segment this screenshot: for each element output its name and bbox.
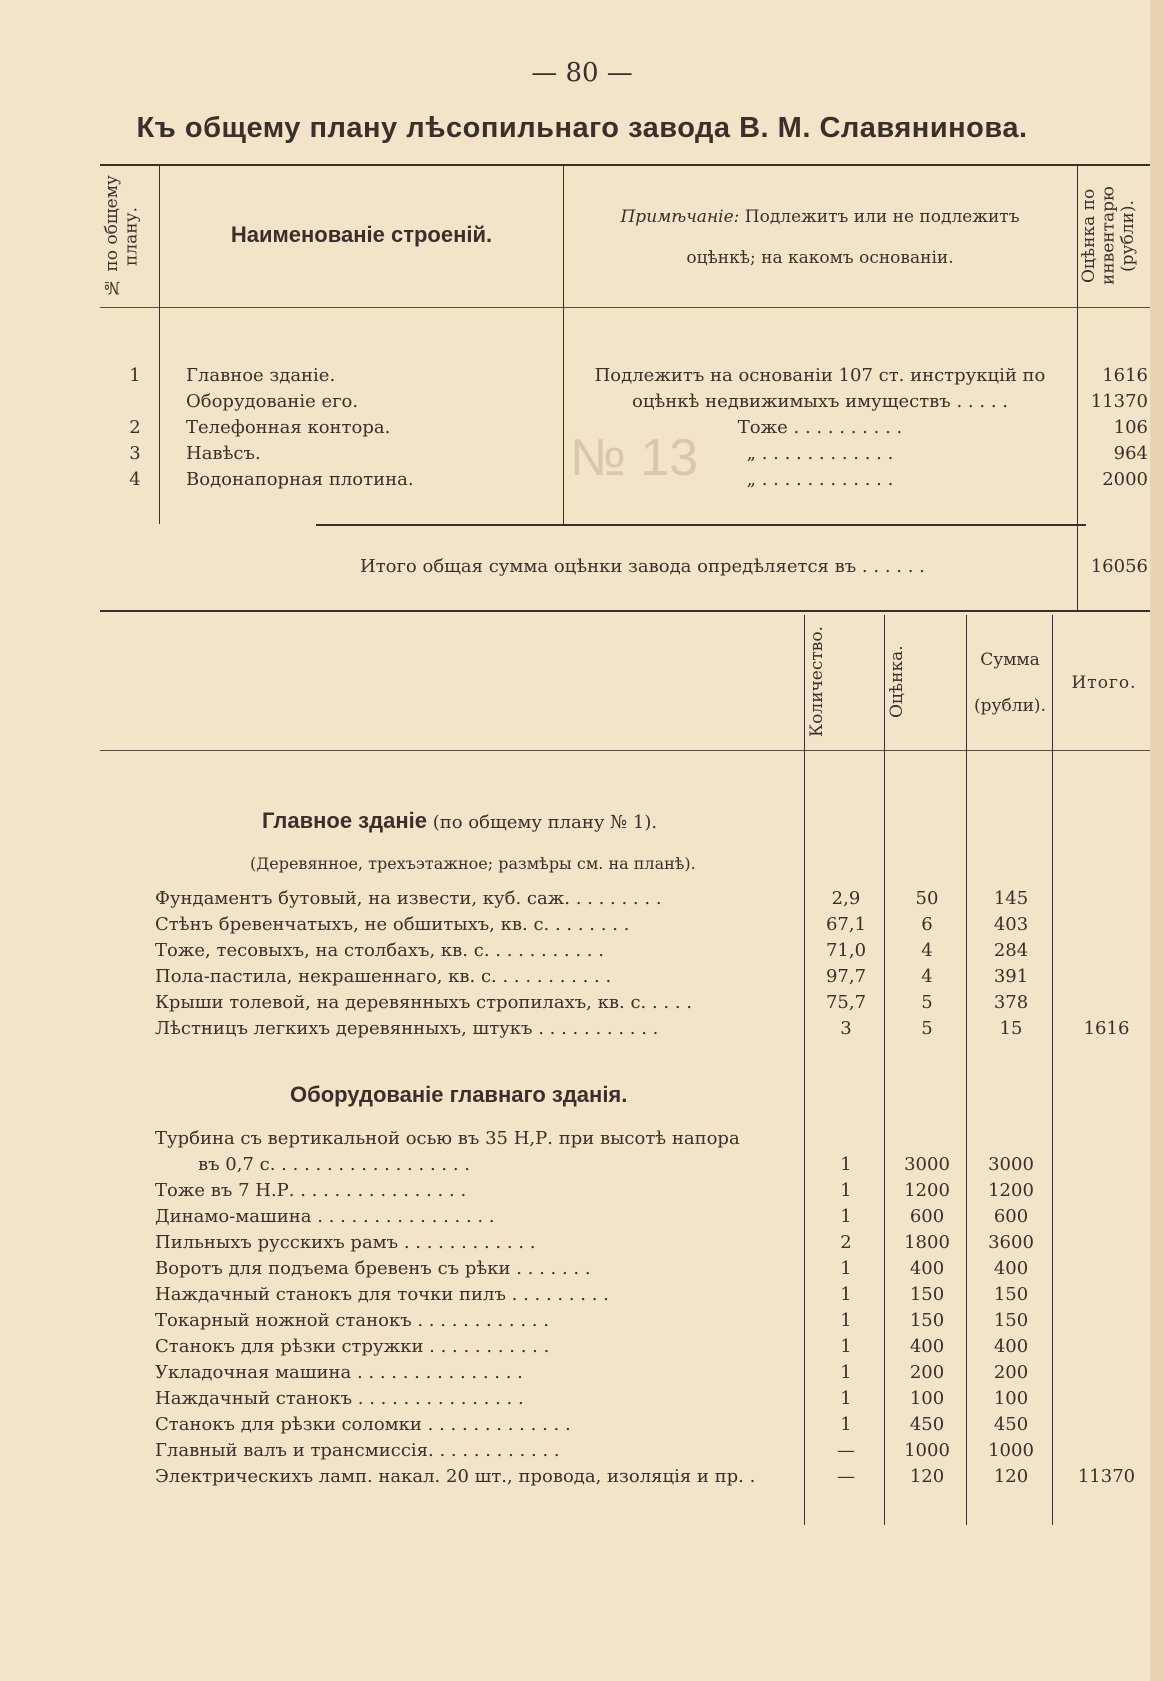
table-row — [0, 417, 1164, 445]
table-row — [0, 888, 1164, 915]
item-quantity: 2,9 — [831, 888, 861, 909]
item-name: Главный валъ и трансмиссія. . . . . . . . . . . . — [155, 1440, 560, 1461]
table-row — [0, 469, 1164, 497]
item-rate: 4 — [921, 966, 933, 987]
header-note — [565, 207, 1075, 227]
item-sum: 15 — [999, 1018, 1023, 1039]
item-rate: 50 — [915, 888, 939, 909]
table-row — [0, 1336, 1164, 1363]
item-quantity: 1 — [840, 1310, 852, 1331]
item-quantity: 1 — [840, 1154, 852, 1175]
item-name: Динамо-машина . . . . . . . . . . . . . . . . — [155, 1206, 495, 1227]
item-sum: 145 — [993, 888, 1029, 909]
item-name: Станокъ для рѣзки соломки . . . . . . . . . . . . . — [155, 1414, 571, 1435]
table-row — [0, 1310, 1164, 1337]
row-valuation: 106 — [1113, 417, 1148, 438]
table-row — [0, 1414, 1164, 1441]
item-name: Пильныхъ русскихъ рамъ . . . . . . . . . . . . — [155, 1232, 536, 1253]
item-sum: 120 — [993, 1466, 1029, 1487]
item-rate: 5 — [921, 1018, 933, 1039]
item-quantity: 1 — [840, 1284, 852, 1305]
row-building-name: Оборудованіе его. — [186, 391, 359, 412]
row-building-name: Навѣсъ. — [186, 443, 261, 464]
item-quantity: 1 — [840, 1180, 852, 1201]
item-name: Электрическихъ ламп. накал. 20 шт., провода, изоляція и пр. . — [155, 1466, 756, 1487]
header-note-italic: Примѣчаніе: — [620, 207, 740, 227]
table-row — [0, 391, 1164, 419]
page-number: — 80 — — [531, 58, 633, 88]
item-sum: 403 — [993, 914, 1029, 935]
row-valuation: 1616 — [1102, 365, 1148, 386]
item-quantity: 75,7 — [825, 992, 867, 1013]
header-sum-line1: Сумма — [980, 650, 1040, 670]
item-quantity: 1 — [840, 1388, 852, 1409]
item-name: Стѣнъ бревенчатыхъ, не обшитыхъ, кв. с. . . . . . . . — [155, 914, 630, 935]
row-valuation: 964 — [1113, 443, 1148, 464]
header-quantity: Количество. — [807, 626, 827, 738]
row-note: Тоже . . . . . . . . . . — [737, 417, 903, 438]
item-sum: 284 — [993, 940, 1029, 961]
item-name: Тоже въ 7 Н.Р. . . . . . . . . . . . . . . . — [155, 1180, 467, 1201]
row-building-name: Телефонная контора. — [186, 417, 391, 438]
table-row — [0, 914, 1164, 941]
stamp-number: № 13 — [570, 429, 699, 487]
section-title-suffix: (по общему плану № 1). — [432, 812, 658, 833]
item-sum: 1200 — [988, 1180, 1034, 1201]
section-equipment-title: Оборудованіе главнаго зданія. — [290, 1082, 628, 1107]
equipment-first-line: Турбина съ вертикальной осью въ 35 Н,Р. при высотѣ напора — [155, 1128, 740, 1149]
table-row — [0, 940, 1164, 967]
item-sum: 100 — [993, 1388, 1029, 1409]
item-rate: 1200 — [904, 1180, 950, 1201]
item-rate: 450 — [909, 1414, 945, 1435]
item-quantity: — — [837, 1440, 855, 1461]
item-rate: 600 — [909, 1206, 945, 1227]
header-rate: Оцѣнка. — [887, 645, 907, 719]
page-title: Къ общему плану лѣсопильнаго завода В. М. Славянинова. — [136, 112, 1028, 144]
table-row — [0, 365, 1164, 393]
item-name: Лѣстницъ легкихъ деревянныхъ, штукъ . . . . . . . . . . . — [155, 1018, 659, 1039]
item-sum: 400 — [993, 1336, 1029, 1357]
item-name: Пола-пастила, некрашеннаго, кв. с. . . . . . . . . . . — [155, 966, 612, 987]
item-name: Наждачный станокъ . . . . . . . . . . . . . . . — [155, 1388, 524, 1409]
item-quantity: 1 — [840, 1414, 852, 1435]
row-plan-number: 4 — [129, 469, 141, 490]
row-plan-number: 1 — [129, 365, 141, 386]
item-sum: 3600 — [988, 1232, 1034, 1253]
item-quantity: 2 — [840, 1232, 852, 1253]
header-note-line2: оцѣнкѣ; на какомъ основаніи. — [686, 248, 954, 268]
item-total: 11370 — [1077, 1466, 1136, 1487]
row-note: „ . . . . . . . . . . . . — [746, 443, 894, 464]
item-sum: 400 — [993, 1258, 1029, 1279]
section-main-building-title — [262, 808, 657, 834]
item-name: Укладочная машина . . . . . . . . . . . . . . . — [155, 1362, 523, 1383]
header-total: Итого. — [1071, 673, 1137, 693]
table-row — [0, 1258, 1164, 1285]
row-plan-number: 3 — [129, 443, 141, 464]
row-valuation: 2000 — [1102, 469, 1148, 490]
item-rate: 400 — [909, 1258, 945, 1279]
section-title-bold: Главное зданіе — [262, 808, 427, 833]
table-row — [0, 1018, 1164, 1045]
row-note: „ . . . . . . . . . . . . — [746, 469, 894, 490]
item-sum: 378 — [993, 992, 1029, 1013]
item-quantity: 1 — [840, 1206, 852, 1227]
row-building-name: Водонапорная плотина. — [186, 469, 414, 490]
item-quantity: — — [837, 1466, 855, 1487]
item-rate: 120 — [909, 1466, 945, 1487]
item-name: Тоже, тесовыхъ, на столбахъ, кв. с. . . . . . . . . . . — [155, 940, 604, 961]
table-row — [0, 1180, 1164, 1207]
item-sum: 3000 — [988, 1154, 1034, 1175]
item-name: въ 0,7 с. . . . . . . . . . . . . . . . . . — [198, 1154, 470, 1175]
item-name: Фундаментъ бутовый, на извести, куб. саж. . . . . . . . . — [155, 888, 662, 909]
table-row — [0, 992, 1164, 1019]
table-row — [0, 1362, 1164, 1389]
table-row — [0, 1154, 1164, 1181]
row-note: Подлежитъ на основаніи 107 ст. инструкцій по — [594, 365, 1046, 386]
item-sum: 391 — [993, 966, 1029, 987]
item-quantity: 1 — [840, 1336, 852, 1357]
item-sum: 150 — [993, 1310, 1029, 1331]
item-sum: 150 — [993, 1284, 1029, 1305]
total-value: 16056 — [1090, 556, 1148, 577]
item-rate: 4 — [921, 940, 933, 961]
item-name: Воротъ для подъема бревенъ съ рѣки . . . . . . . — [155, 1258, 591, 1279]
item-rate: 150 — [909, 1310, 945, 1331]
total-label: Итого общая сумма оцѣнки завода опредѣляется въ . . . . . . — [360, 556, 925, 577]
item-quantity: 67,1 — [825, 914, 867, 935]
row-building-name: Главное зданіе. — [186, 365, 336, 386]
item-rate: 150 — [909, 1284, 945, 1305]
table-row — [0, 1284, 1164, 1311]
header-note-rest: Подлежитъ или не подлежитъ — [744, 207, 1020, 227]
item-rate: 3000 — [904, 1154, 950, 1175]
row-note: оцѣнкѣ недвижимыхъ имуществъ . . . . . — [632, 391, 1008, 412]
row-plan-number: 2 — [129, 417, 141, 438]
item-quantity: 3 — [840, 1018, 852, 1039]
item-sum: 200 — [993, 1362, 1029, 1383]
table-row — [0, 966, 1164, 993]
item-name: Крыши толевой, на деревянныхъ стропилахъ, кв. с. . . . . — [155, 992, 693, 1013]
item-rate: 1000 — [904, 1440, 950, 1461]
table-row — [0, 1388, 1164, 1415]
item-quantity: 97,7 — [825, 966, 867, 987]
table-row — [0, 1466, 1164, 1493]
item-sum: 1000 — [988, 1440, 1034, 1461]
item-quantity: 1 — [840, 1258, 852, 1279]
item-name: Токарный ножной станокъ . . . . . . . . . . . . — [155, 1310, 549, 1331]
item-quantity: 71,0 — [825, 940, 867, 961]
item-rate: 6 — [921, 914, 933, 935]
row-valuation: 11370 — [1090, 391, 1148, 412]
table-row — [0, 443, 1164, 471]
item-total: 1616 — [1083, 1018, 1130, 1039]
item-rate: 5 — [921, 992, 933, 1013]
header-valuation: Оцѣнка по инвентарю (рубли). — [1079, 186, 1139, 286]
table-row — [0, 1440, 1164, 1467]
section-main-building-subtitle: (Деревянное, трехъэтажное; размѣры см. на планѣ). — [250, 854, 696, 873]
item-name: Станокъ для рѣзки стружки . . . . . . . . . . . — [155, 1336, 550, 1357]
item-rate: 200 — [909, 1362, 945, 1383]
item-rate: 100 — [909, 1388, 945, 1409]
table-row — [0, 1232, 1164, 1259]
header-building-name: Наименованіе строеній. — [230, 222, 493, 247]
header-sum-line2: (рубли). — [974, 696, 1046, 716]
table-row — [0, 1206, 1164, 1233]
item-rate: 1800 — [904, 1232, 950, 1253]
item-sum: 450 — [993, 1414, 1029, 1435]
header-plan-number: № по общему плану. — [102, 175, 142, 297]
item-quantity: 1 — [840, 1362, 852, 1383]
item-rate: 400 — [909, 1336, 945, 1357]
item-name: Наждачный станокъ для точки пилъ . . . . . . . . . — [155, 1284, 609, 1305]
item-sum: 600 — [993, 1206, 1029, 1227]
